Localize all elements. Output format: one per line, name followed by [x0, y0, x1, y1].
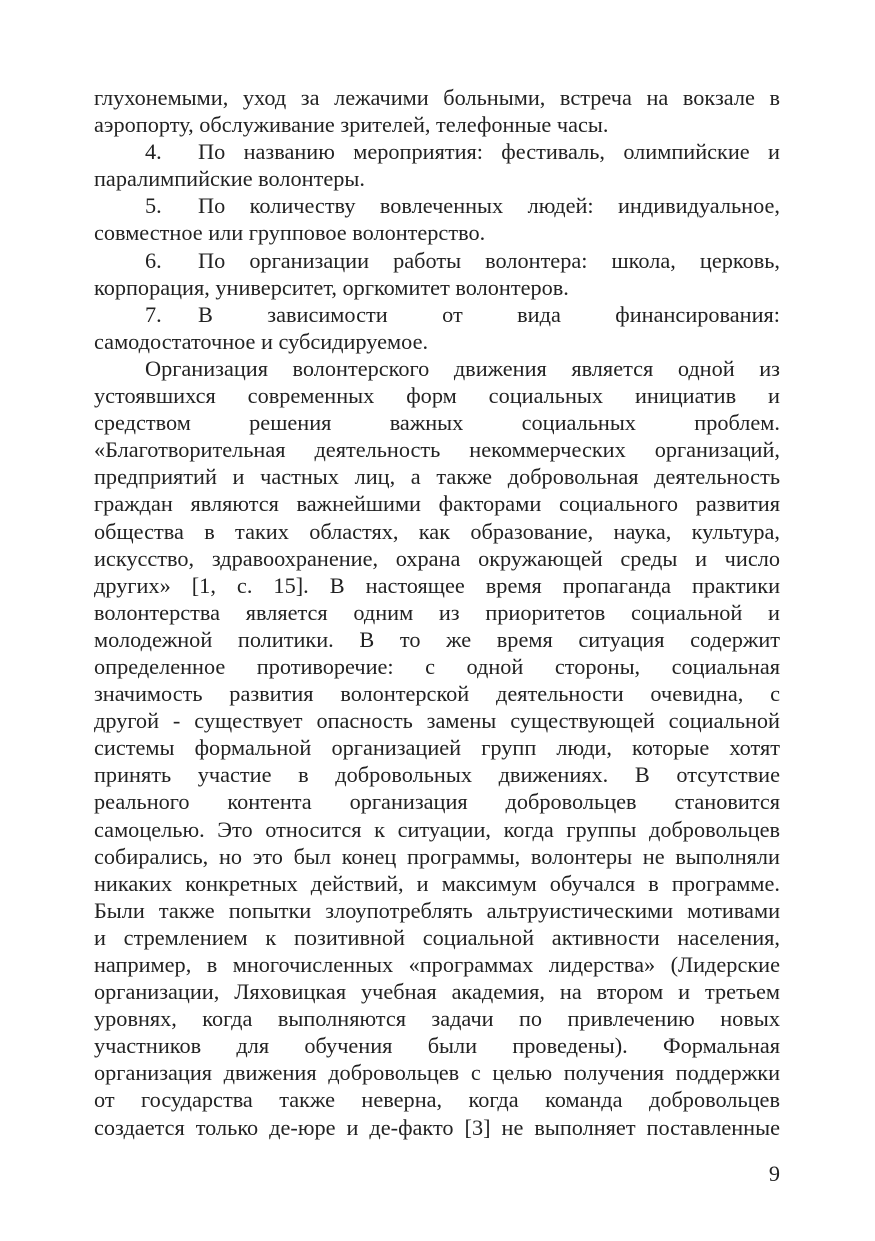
text-line: участников для обучения были проведены). Формальная [94, 1033, 780, 1059]
list-item-first-line [94, 301, 780, 328]
text-line: средством решения важных социальных проблем. [94, 410, 780, 436]
list-item-text: По организации работы волонтера: школа, церковь, [198, 247, 780, 273]
intro-paragraph [94, 84, 780, 138]
text-line: волонтерства является одним из приоритетов социальной и [94, 599, 780, 625]
text-line: значимость развития волонтерской деятельности очевидна, с [94, 681, 780, 707]
text-line: собирались, но это был конец программы, волонтеры не выполняли [94, 843, 780, 869]
text-line: реального контента организация добровольцев становится [94, 789, 780, 815]
list-item-text-line: паралимпийские волонтеры. [94, 166, 365, 192]
text-line: определенное противоречие: с одной стороны, социальная [94, 653, 780, 679]
text-line: организации, Ляховицкая учебная академия, на втором и третьем [94, 979, 780, 1005]
text-line: искусство, здравоохранение, охрана окружающей среды и число [94, 545, 780, 571]
list-item-text: По количеству вовлеченных людей: индивидуальное, [198, 193, 780, 219]
text-line: создается только де-юре и де-факто [3] не выполняет поставленные [94, 1114, 780, 1140]
text-line: Были также попытки злоупотреблять альтруистическими мотивами [94, 897, 780, 923]
main-paragraph [94, 355, 780, 1141]
text-line: и стремлением к позитивной социальной активности населения, [94, 924, 780, 950]
list-item-number: 6. [145, 247, 162, 273]
list-item-first-line [94, 192, 780, 219]
text-line: уровнях, когда выполняются задачи по привлечению новых [94, 1006, 780, 1032]
text-line: граждан являются важнейшими факторами социального развития [94, 491, 780, 517]
text-line: системы формальной организацией групп люди, которые хотят [94, 735, 780, 761]
text-line: аэропорту, обслуживание зрителей, телефонные часы. [94, 112, 609, 138]
numbered-list [94, 138, 780, 355]
list-item-text-line: совместное или групповое волонтерство. [94, 220, 486, 246]
text-line: «Благотворительная деятельность некоммерческих организаций, [94, 437, 780, 463]
text-line: Организация волонтерского движения является одной из [145, 355, 780, 381]
text-line: устоявшихся современных форм социальных инициатив и [94, 383, 780, 409]
text-line: глухонемыми, уход за лежачими больными, встреча на вокзале в [94, 85, 780, 110]
list-item-text-line: самодостаточное и субсидируемое. [94, 328, 429, 354]
list-item [94, 247, 780, 301]
list-item-text-line: корпорация, университет, оргкомитет волонтеров. [94, 274, 569, 300]
text-line: никаких конкретных действий, и максимум обучался в программе. [94, 870, 780, 896]
text-line: самоцелью. Это относится к ситуации, когда группы добровольцев [94, 816, 780, 842]
list-item-text: В зависимости от вида финансирования: [198, 301, 780, 327]
text-line: предприятий и частных лиц, а также добровольная деятельность [94, 464, 780, 490]
list-item-number: 5. [145, 193, 162, 219]
text-line: общества в таких областях, как образование, наука, культура, [94, 518, 780, 544]
list-item-first-line [94, 247, 780, 274]
list-item [94, 192, 780, 246]
list-item-number: 4. [145, 139, 162, 165]
text-line: от государства также неверна, когда команда добровольцев [94, 1087, 780, 1113]
text-line: других» [1, с. 15]. В настоящее время пропаганда практики [94, 572, 780, 598]
list-item-first-line [94, 138, 780, 165]
document-page [94, 84, 780, 1141]
text-line: молодежной политики. В то же время ситуация содержит [94, 626, 780, 652]
text-line: другой - существует опасность замены существующей социальной [94, 708, 780, 734]
list-item [94, 301, 780, 355]
list-item-text: По названию мероприятия: фестиваль, олимпийские и [198, 139, 780, 165]
list-item [94, 138, 780, 192]
text-line: принять участие в добровольных движениях. В отсутствие [94, 762, 780, 788]
page-number: 9 [768, 1161, 780, 1186]
list-item-number: 7. [145, 301, 162, 327]
text-line: организация движения добровольцев с целью получения поддержки [94, 1060, 780, 1086]
text-line: например, в многочисленных «программах лидерства» (Лидерские [94, 952, 780, 977]
